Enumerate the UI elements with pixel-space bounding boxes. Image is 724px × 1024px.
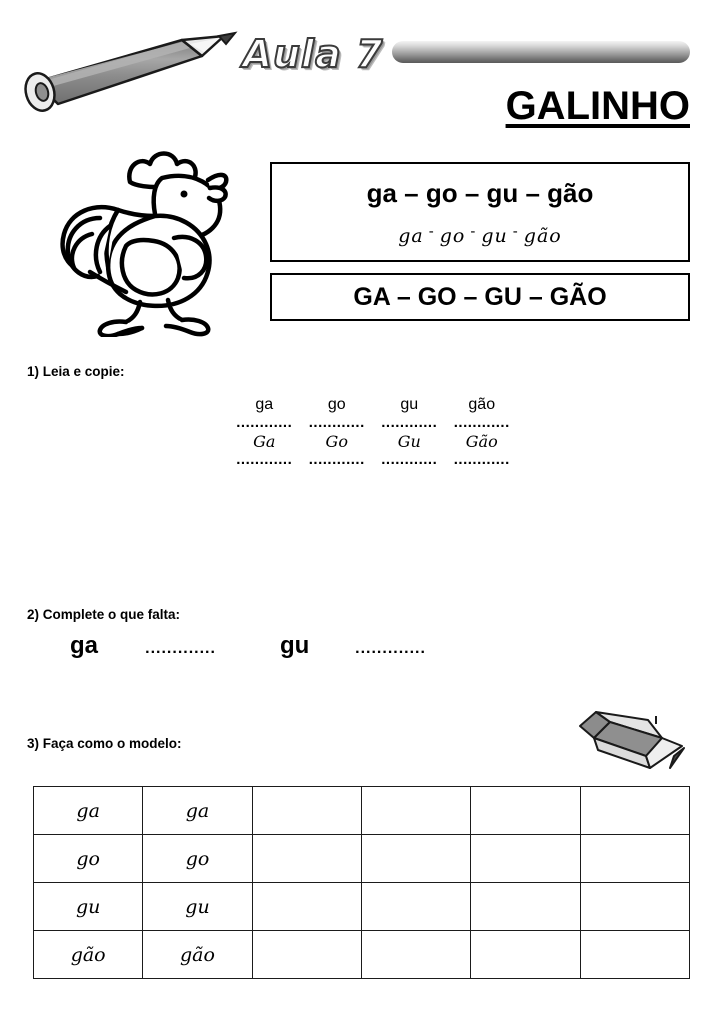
writing-line[interactable]: ............	[381, 414, 438, 431]
blank-cell[interactable]	[580, 787, 689, 835]
model-cell: gão	[34, 931, 143, 979]
blank-cell[interactable]	[252, 835, 361, 883]
writing-line[interactable]: ............	[453, 414, 510, 431]
table-row	[34, 931, 690, 979]
page-title: GALINHO	[505, 84, 690, 128]
writing-line[interactable]: ............	[236, 451, 293, 468]
cursive-syllable: ga	[398, 225, 424, 247]
writing-line[interactable]: ............	[381, 451, 438, 468]
exercise-1-heading: 1) Leia e copie:	[27, 364, 125, 379]
syllable-box-uppercase	[270, 273, 690, 321]
cursive-syllable: go	[439, 225, 466, 247]
cursive-syllable: Gão	[465, 432, 498, 451]
blank-cell[interactable]	[471, 883, 580, 931]
print-syllable: ga	[255, 396, 274, 413]
model-cell: ga	[143, 787, 252, 835]
pencil-icon	[14, 30, 250, 112]
print-syllable: gão	[468, 396, 496, 413]
table-row	[34, 835, 690, 883]
syllables-cursive-lowercase	[272, 206, 688, 246]
writing-line[interactable]: ............	[236, 414, 293, 431]
writing-line[interactable]: ............	[453, 451, 510, 468]
model-cell: gão	[143, 931, 252, 979]
cursive-separator: -	[512, 223, 519, 240]
blank-cell[interactable]	[361, 835, 470, 883]
lesson-badge: Aula 7	[242, 32, 384, 76]
cursive-syllable: gu	[481, 225, 508, 247]
model-cell: gu	[143, 883, 252, 931]
blank-cell[interactable]	[580, 931, 689, 979]
table-row	[34, 787, 690, 835]
cursive-separator: -	[470, 223, 477, 240]
syllables-print-uppercase: GA – GO – GU – GÃO	[353, 283, 607, 311]
model-cell: go	[34, 835, 143, 883]
pencil-icon	[570, 698, 690, 788]
syllables-print-lowercase: ga – go – gu – gão	[366, 178, 594, 208]
exercise-3-heading: 3) Faça como o modelo:	[27, 736, 182, 751]
model-practice-table	[33, 786, 690, 979]
model-cell: go	[143, 835, 252, 883]
print-syllable: gu	[400, 396, 419, 413]
rooster-illustration	[22, 142, 260, 337]
blank-cell[interactable]	[361, 883, 470, 931]
blank-cell[interactable]	[471, 835, 580, 883]
blank-cell[interactable]	[361, 931, 470, 979]
cursive-syllable: Ga	[253, 432, 276, 451]
exercise-2-heading: 2) Complete o que falta:	[27, 607, 181, 622]
blank-cell[interactable]	[580, 883, 689, 931]
cursive-syllable: Gu	[397, 432, 421, 451]
writing-blank[interactable]: .............	[355, 640, 426, 657]
blank-cell[interactable]	[580, 835, 689, 883]
print-syllable: go	[327, 396, 346, 413]
table-row	[34, 883, 690, 931]
syllable-box-lowercase	[270, 162, 690, 262]
blank-cell[interactable]	[471, 787, 580, 835]
blank-cell[interactable]	[252, 931, 361, 979]
blank-cell[interactable]	[252, 787, 361, 835]
page-header	[0, 0, 724, 140]
blank-cell[interactable]	[361, 787, 470, 835]
writing-blank[interactable]: .............	[145, 640, 216, 657]
exercise-1-grid	[228, 396, 518, 469]
writing-line[interactable]: ............	[308, 451, 365, 468]
exercise-2-row	[70, 632, 490, 660]
cursive-syllable: Go	[325, 432, 348, 451]
cursive-separator: -	[428, 223, 435, 240]
cursive-syllable: gão	[523, 225, 562, 247]
blank-cell[interactable]	[471, 931, 580, 979]
blank-cell[interactable]	[252, 883, 361, 931]
header-gradient-bar	[392, 41, 690, 63]
model-cell: gu	[34, 883, 143, 931]
given-syllable: gu	[280, 632, 310, 659]
given-syllable: ga	[70, 632, 99, 659]
model-cell: ga	[34, 787, 143, 835]
writing-line[interactable]: ............	[308, 414, 365, 431]
